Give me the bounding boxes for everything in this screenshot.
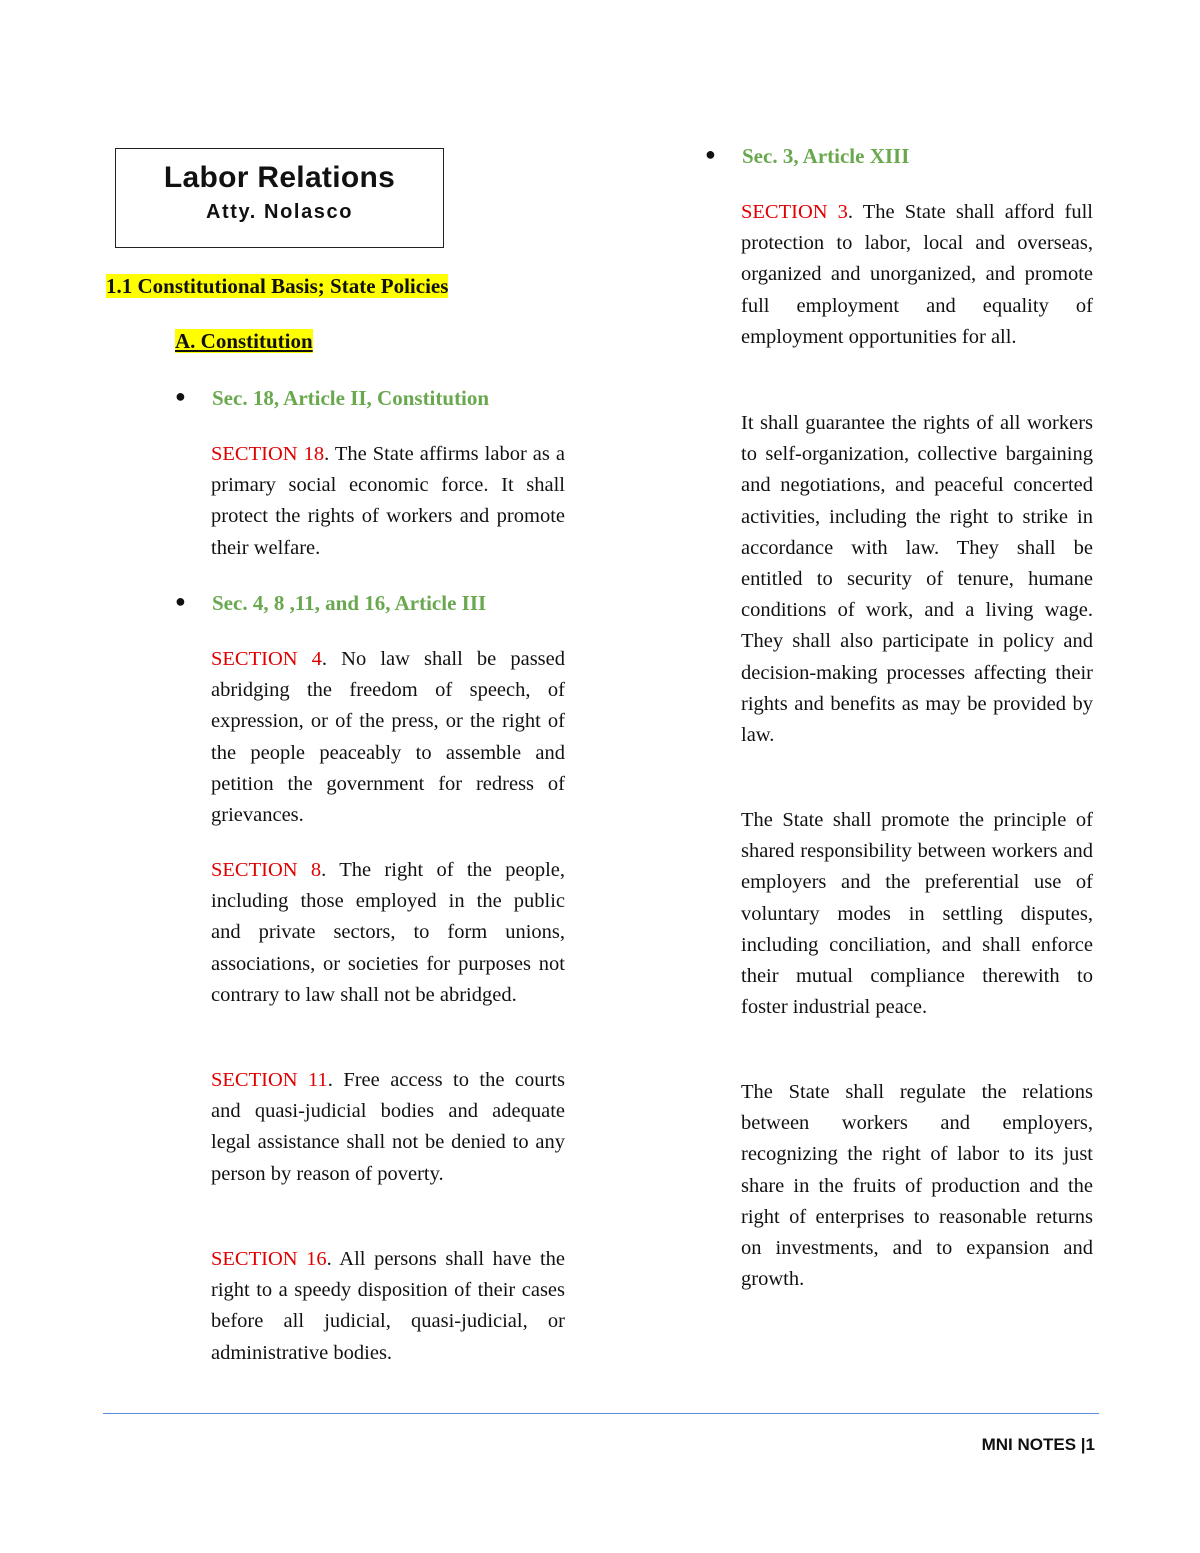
bullet-label: Sec. 4, 8 ,11, and 16, Article III — [212, 591, 487, 615]
bullet-dot-icon: ● — [175, 386, 186, 406]
paragraph-section-3 — [741, 197, 1093, 353]
section-label: SECTION 11 — [211, 1069, 328, 1091]
subsection-heading-text: A. Constitution — [175, 329, 313, 353]
footer-page-label: MNI NOTES |1 — [981, 1435, 1095, 1454]
bullet-dot-icon: ● — [175, 591, 186, 611]
paragraph-section-4 — [211, 644, 565, 831]
footer-rule — [103, 1413, 1099, 1414]
bullet-sec3-article13 — [705, 144, 910, 169]
section-text: . The right of the people, including those employed in the public and private sectors, to form unions, associations, or societies for purposes not contrary to law shall not be abridged. — [211, 859, 566, 1006]
paragraph-section-11 — [211, 1065, 565, 1190]
section-label: SECTION 3 — [741, 201, 848, 223]
section-heading — [106, 274, 448, 299]
section-label: SECTION 4 — [211, 648, 322, 670]
bullet-dot-icon: ● — [705, 144, 716, 164]
section-text: . The State shall afford full protection to labor, local and overseas, organized and unorganized, and promote full employment and equality of employment opportunities for all. — [741, 201, 1093, 348]
section-label: SECTION 16 — [211, 1248, 327, 1270]
paragraph-section-8 — [211, 855, 565, 1011]
bullet-label: Sec. 3, Article XIII — [742, 144, 910, 168]
section-heading-text: 1.1 Constitutional Basis; State Policies — [106, 274, 449, 298]
paragraph-shared-responsibility: The State shall promote the principle of shared responsibility between workers and employers and the preferential use of voluntary modes in settling disputes, including conciliation, and shall enforce their mutual compliance therewith to foster industrial peace. — [741, 809, 1093, 1019]
title-box — [115, 148, 444, 248]
subsection-heading — [175, 329, 313, 354]
paragraph-regulate-relations: The State shall regulate the relations between workers and employers, recognizing the right of labor to its just share in the fruits of production and the right of enterprises to reasonable returns on investments, and to expansion and growth. — [741, 1081, 1093, 1291]
section-text: . Free access to the courts and quasi-judicial bodies and adequate legal assistance shall not be denied to any person by reason of poverty. — [211, 1069, 565, 1185]
section-label: SECTION 8 — [211, 859, 322, 881]
document-author: Atty. Nolasco — [205, 201, 354, 223]
bullet-sec4-8-11-16-article3 — [175, 591, 487, 616]
document-title: Labor Relations — [163, 161, 396, 194]
section-text: . All persons shall have the right to a speedy disposition of their cases before all judicial, quasi-judicial, or administrative bodies. — [211, 1248, 565, 1364]
section-label: SECTION 18 — [211, 443, 325, 465]
paragraph-section-18 — [211, 439, 565, 564]
bullet-sec18-article2 — [175, 386, 490, 411]
paragraph-section-16 — [211, 1244, 565, 1369]
paragraph-rights-of-workers: It shall guarantee the rights of all workers to self-organization, collective bargaining and negotiations, and peaceful concerted activities, including the right to strike in accordance with law. They shall be entitled to security of tenure, humane conditions of work, and a living wage. They shall also participate in policy and decision-making processes affecting their rights and benefits as may be provided by law. — [741, 412, 1093, 747]
bullet-label: Sec. 18, Article II, Constitution — [212, 386, 490, 410]
section-text: . The State affirms labor as a primary social economic force. It shall protect the rights of workers and promote their welfare. — [211, 443, 565, 559]
section-text: . No law shall be passed abridging the freedom of speech, of expression, or of the press, or the right of the people peaceably to assemble and petition the government for redress of grievances. — [211, 648, 565, 827]
